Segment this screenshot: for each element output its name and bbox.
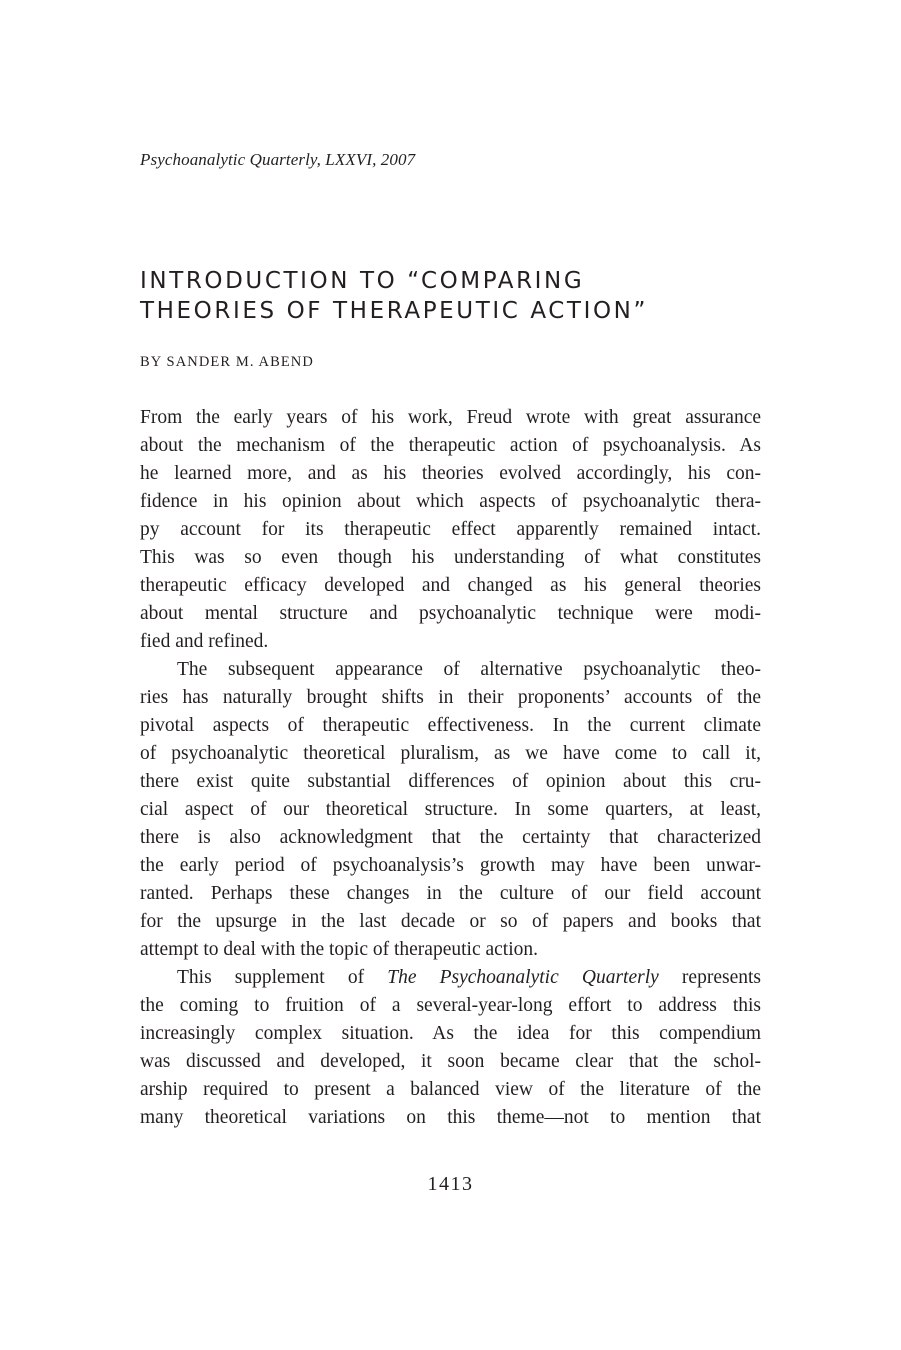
text-line: of psychoanalytic theoretical pluralism, as we have come to call it, [140, 743, 761, 764]
text-line: there is also acknowledgment that the certainty that characterized [140, 827, 761, 848]
text-line: there exist quite substantial differences of opinion about this cru- [140, 771, 761, 792]
text-line: arship required to present a balanced view of the literature of the [140, 1079, 761, 1100]
text-run: represents [658, 967, 761, 988]
page-number: 1413 [427, 1173, 474, 1195]
text-line: From the early years of his work, Freud wrote with great assurance [140, 407, 761, 428]
text-line: ries has naturally brought shifts in their proponents’ accounts of the [140, 687, 761, 708]
article-title [140, 266, 820, 326]
text-line: cial aspect of our theoretical structure. In some quarters, at least, [140, 799, 761, 820]
text-run: This supplement of [177, 967, 388, 988]
text-line: attempt to deal with the topic of therapeutic action. [140, 939, 538, 960]
text-line: py account for its therapeutic effect apparently remained intact. [140, 519, 761, 540]
text-line: The subsequent appearance of alternative psychoanalytic theo- [177, 659, 761, 680]
text-line: about mental structure and psychoanalytic technique were modi- [140, 603, 761, 624]
text-line: the early period of psychoanalysis’s growth may have been unwar- [140, 855, 761, 876]
text-line: for the upsurge in the last decade or so of papers and books that [140, 911, 761, 932]
title-line: INTRODUCTION TO “COMPARING [140, 268, 585, 294]
text-line: This was so even though his understanding of what constitutes [140, 547, 761, 568]
text-line: the coming to fruition of a several-year-long effort to address this [140, 995, 761, 1016]
byline: BY SANDER M. ABEND [140, 354, 314, 370]
text-line [140, 964, 761, 992]
title-line: THEORIES OF THERAPEUTIC ACTION” [140, 298, 648, 324]
text-line: fidence in his opinion about which aspects of psychoanalytic thera- [140, 491, 761, 512]
article-body [140, 404, 761, 1132]
text-line: was discussed and developed, it soon became clear that the schol- [140, 1051, 761, 1072]
text-line: pivotal aspects of therapeutic effectiveness. In the current climate [140, 715, 761, 736]
text-line: increasingly complex situation. As the idea for this compendium [140, 1023, 761, 1044]
text-line: he learned more, and as his theories evolved accordingly, his con- [140, 463, 761, 484]
text-line: about the mechanism of the therapeutic action of psychoanalysis. As [140, 435, 761, 456]
running-header: Psychoanalytic Quarterly, LXXVI, 2007 [140, 150, 416, 169]
text-line: fied and refined. [140, 631, 269, 652]
text-line: ranted. Perhaps these changes in the culture of our field account [140, 883, 761, 904]
text-line: therapeutic efficacy developed and changed as his general theories [140, 575, 761, 596]
text-line: many theoretical variations on this theme—not to mention that [140, 1107, 761, 1128]
journal-name-italic: The Psychoanalytic Quarterly [387, 967, 659, 988]
